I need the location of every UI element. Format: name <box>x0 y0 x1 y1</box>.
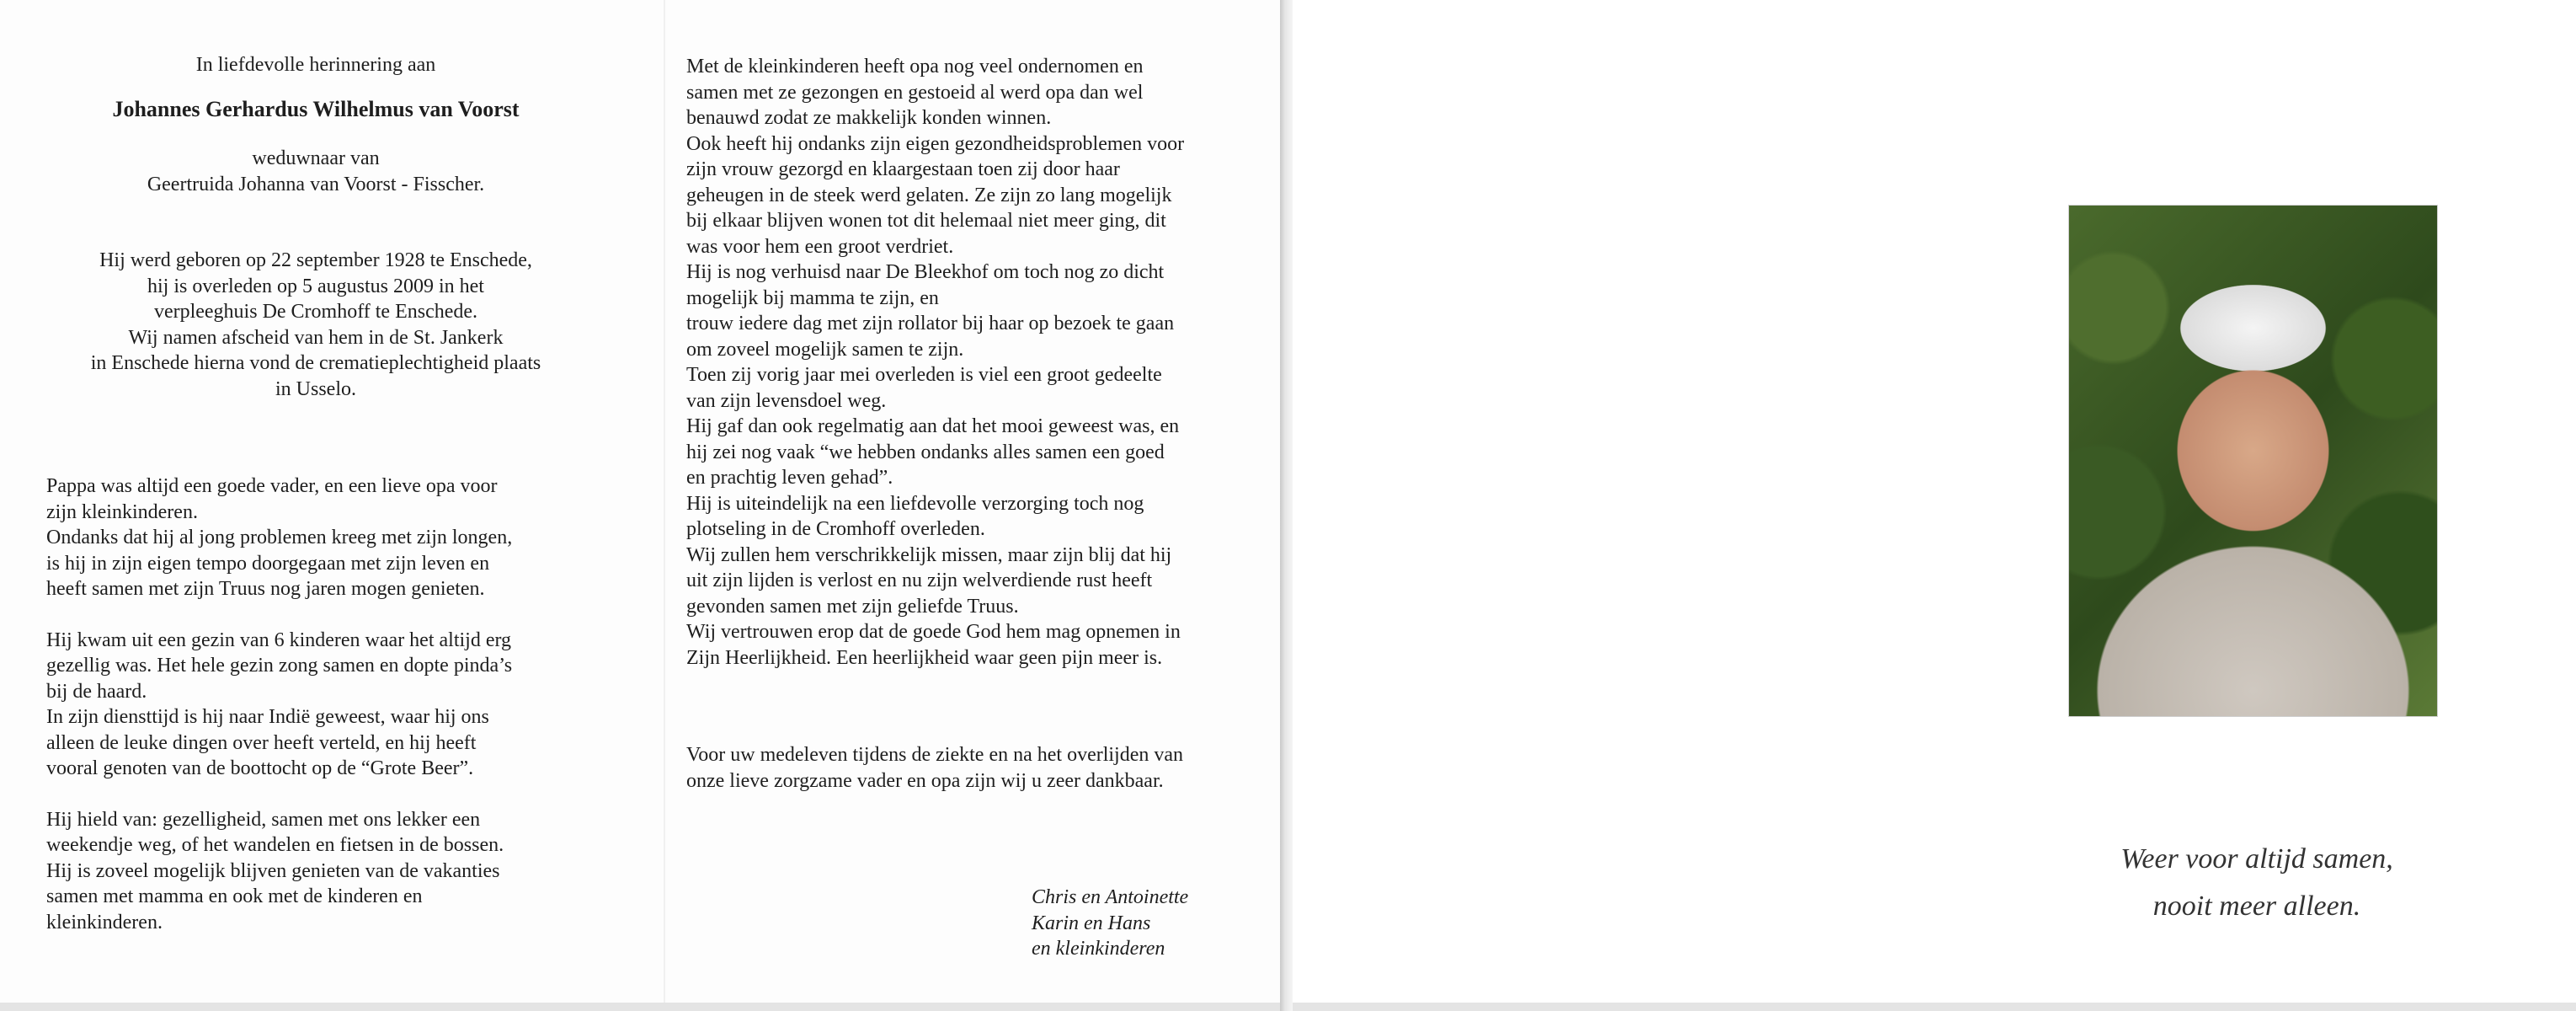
memory-paragraph-3: Hij hield van: gezelligheid, samen met ons lekker een weekendje weg, of het wandelen en fietsen in de bossen. Hij is zoveel mogelijk blijven genieten van de vakanties samen met mamma en ook met de kinderen en kleinkinderen. <box>46 808 504 933</box>
card-bottom-edge <box>0 1003 1280 1011</box>
widow-line-2: Geertruida Johanna van Voorst - Fisscher. <box>147 173 485 195</box>
sheet-gap-shadow <box>1280 0 1293 1011</box>
card-bottom-edge-right <box>1293 1003 2576 1011</box>
memory-paragraph-4: Met de kleinkinderen heeft opa nog veel ondernomen en samen met ze gezongen en gestoeid al werd opa dan wel benauwd zodat ze makkelijk konden winnen. Ook heeft hij ondanks zijn eigen gezondheidsproblemen voor zijn vrouw gezorgd en klaargestaan toen zij door haar geheugen in de steek werd gelaten. Ze zijn zo lang mogelijk bij elkaar blijven wonen tot dit helemaal niet meer ging, dit was voor hem een groot verdriet. Hij is nog verhuisd naar De Bleekhof om toch nog zo dicht mogelijk bij mamma te zijn, en trouw iedere dag met zijn rollator bij haar op bezoek te gaan om zoveel mogelijk samen te zijn. Toen zij vorig jaar mei overleden is viel een groot gedeelte van zijn levensdoel weg. Hij gaf dan ook regelmatig aan dat het mooi geweest was, en hij zei nog vaak “we hebben ondanks alles samen een goed en prachtig leven gehad”. Hij is uiteindelijk na een liefdevolle verzorging toch nog plotseling in de Cromhoff overleden. Wij zullen hem verschrikkelijk missen, maar zijn blij dat hij uit zijn lijden is verlost en nu zijn welverdiende rust heeft gevonden samen met zijn geliefde Truus. Wij vertrouwen erop dat de goede God hem mag opnemen in Zijn Heerlijkheid. Een heerlijkheid waar geen pijn meer is. <box>686 56 1185 669</box>
portrait-photo <box>2068 205 2438 717</box>
memory-paragraph-2: Hij kwam uit een gezin van 6 kinderen waar het altijd erg gezellig was. Het hele gezin zong samen en dopte pinda’s bij de haard. In zijn diensttijd is hij naar Indië geweest, waar hij ons alleen de leuke dingen over heeft verteld, en hij heeft vooral genoten van de boottocht op de “Grote Beer”. <box>46 629 513 779</box>
memorial-motto: Weer voor altijd samen, nooit meer alleen. <box>2120 843 2393 922</box>
memory-paragraph-1: Pappa was altijd een goede vader, en een lieve opa voor zijn kleinkinderen. Ondanks dat hij al jong problemen kreeg met zijn longen, is hij in zijn eigen tempo doorgegaan met zijn leven en heeft samen met zijn Truus nog jaren mogen genieten. <box>46 475 513 600</box>
thanks-paragraph: Voor uw medeleven tijdens de ziekte en na het overlijden van onze lieve zorgzame vader en opa zijn wij u zeer dankbaar. <box>686 744 1184 792</box>
intro-line: In liefdevolle herinnering aan <box>195 54 436 76</box>
family-signature: Chris en Antoinette Karin en Hans en kleinkinderen <box>1032 886 1189 960</box>
text-column-right <box>686 54 1276 794</box>
deceased-name: Johannes Gerhardus Wilhelmus van Voorst <box>112 96 520 121</box>
card-inner-spread <box>0 0 1280 1011</box>
card-fold-crease <box>664 0 665 1011</box>
text-column-left <box>46 52 585 935</box>
widow-line-1: weduwnaar van <box>252 147 380 169</box>
birth-death-paragraph: Hij werd geboren op 22 september 1928 te Enschede, hij is overleden op 5 augustus 2009 in het verpleeghuis De Cromhoff te Enschede. Wij namen afscheid van hem in de St. Jankerk in Enschede hierna vond de crematieplechtigheid plaats in Usselo. <box>90 249 541 400</box>
